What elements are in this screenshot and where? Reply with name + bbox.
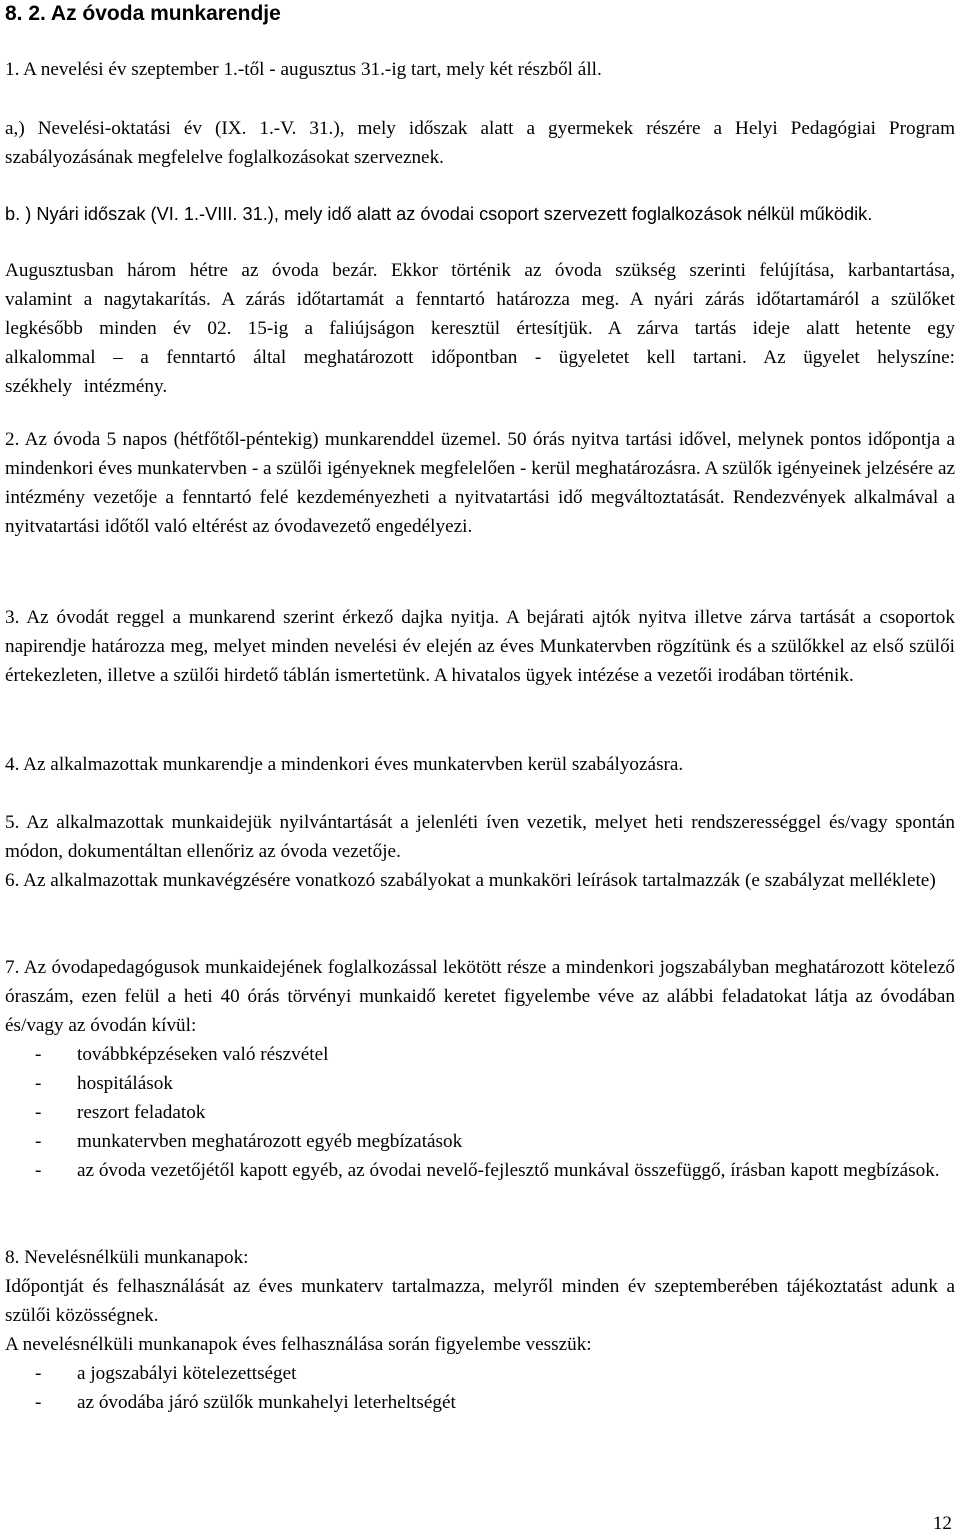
list-dash: - [35,1160,42,1181]
paragraph-5: 5. Az alkalmazottak munkaidejük nyilvántartását a jelenléti íven vezetik, melyet heti rendszerességgel és/vagy spontán módon, dokumentáltan ellenőriz az óvoda vezetője. [5,812,955,862]
paragraph-4: 4. Az alkalmazottak munkarendje a mindenkori éves munkatervben kerül szabályozásra. [5,754,684,775]
list-item-text: a jogszabályi kötelezettséget [77,1363,297,1384]
paragraph-3: 3. Az óvodát reggel a munkarend szerint érkező dajka nyitja. A bejárati ajtók nyitva illetve zárva tartását a csoportok napirendje határozza meg, melyet minden nevelési év elején az éves Munkatervben rögzítünk és a szülőkkel az első szülői értekezleten, illetve a szülői hirdető táblán ismertetünk. A hivatalos ügyek intézése a vezetői irodában történik. [5,607,955,686]
paragraph-8-title: 8. Nevelésnélküli munkanapok: [5,1247,249,1268]
list-dash: - [35,1392,42,1413]
section-heading: 8. 2. Az óvoda munkarendje [5,2,281,25]
list-dash: - [35,1044,42,1065]
paragraph-a: a,) Nevelési-oktatási év (IX. 1.-V. 31.), mely időszak alatt a gyermekek részére a Helyi Pedagógiai Program szabályozásának megfelelve foglalkozásokat szerveznek. [5,118,955,168]
page-number: 12 [932,1513,952,1534]
list-item-text: reszort feladatok [77,1102,206,1123]
paragraph-6: 6. Az alkalmazottak munkavégzésére vonatkozó szabályokat a munkaköri leírások tartalmazzák (e szabályzat melléklete) [5,870,936,891]
list-item-text: munkatervben meghatározott egyéb megbízatások [77,1131,463,1152]
paragraph-summer-closure: Augusztusban három hétre az óvoda bezár. Ekkor történik az óvoda szükség szerinti felújítása, karbantartása, valamint a nagytakarítás. A zárás időtartamát a fenntartó határozza meg. A nyári zárás időtartamáról a szülőket legkésőbb minden év 02. 15-ig a faliújságon keresztül értesítjük. A zárva tartás ideje alatt hetente egy alkalommal – a fenntartó által meghatározott időpontban - ügyeletet kell tartani. Az ügyelet helyszíne: székhely intézmény. [5,260,955,397]
paragraph-b: b. ) Nyári időszak (VI. 1.-VIII. 31.), mely idő alatt az óvodai csoport szervezett foglalkozások nélkül működik. [5,204,873,224]
paragraph-8-intro: A nevelésnélküli munkanapok éves felhasználása során figyelembe vesszük: [5,1334,592,1355]
list-dash: - [35,1131,42,1152]
paragraph-2: 2. Az óvoda 5 napos (hétfőtől-péntekig) munkarenddel üzemel. 50 órás nyitva tartási idővel, melynek pontos időpontja a mindenkori éves munkatervben - a szülői igényeknek megfelelően - kerül meghatározásra. A szülők igényeinek jelzésére az intézmény vezetője a fenntartó felé kezdeményezheti a nyitvatartási idő megváltoztatását. Rendezvények alkalmával a nyitvatartási időtől való eltérést az óvodavezető engedélyezi. [5,429,955,537]
list-dash: - [35,1363,42,1384]
list-dash: - [35,1073,42,1094]
list-item-text: továbbképzéseken való részvétel [77,1044,329,1065]
list-item-text: az óvodába járó szülők munkahelyi leterheltségét [77,1392,456,1413]
paragraph-8-body: Időpontját és felhasználását az éves munkaterv tartalmazza, melyről minden év szeptemberében tájékoztatást adunk a szülői közösségnek. [5,1276,955,1326]
list-item-text: az óvoda vezetőjétől kapott egyéb, az óvodai nevelő-fejlesztő munkával összefüggő, írásban kapott megbízások. [77,1160,940,1181]
paragraph-7: 7. Az óvodapedagógusok munkaidejének foglalkozással lekötött része a mindenkori jogszabályban meghatározott kötelező óraszám, ezen felül a heti 40 órás törvényi munkaidő keretet figyelembe véve az alábbi feladatokat látja az óvodában és/vagy az óvodán kívül: [5,957,955,1036]
list-item-text: hospitálások [77,1073,173,1094]
list-item [5,1156,955,1185]
list-dash: - [35,1102,42,1123]
paragraph-1: 1. A nevelési év szeptember 1.-től - augusztus 31.-ig tart, mely két részből áll. [5,59,602,80]
